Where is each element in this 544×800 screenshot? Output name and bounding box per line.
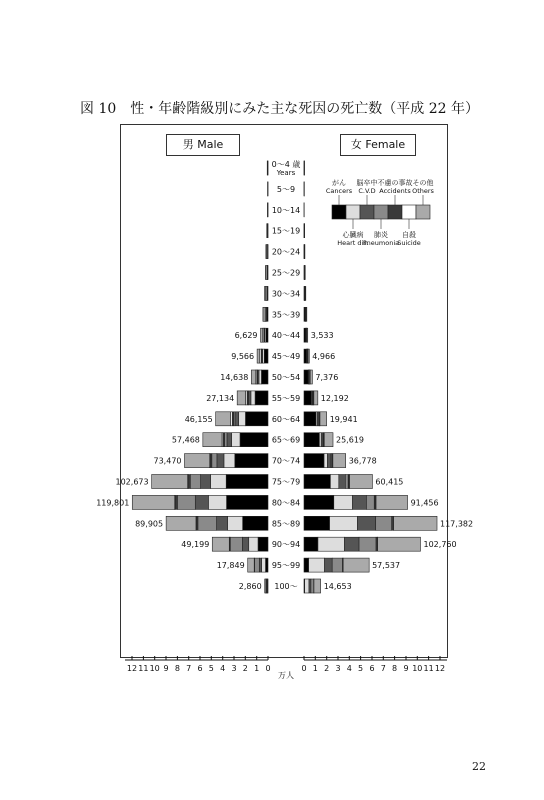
female-bar-cancers (304, 516, 330, 530)
female-bar-cvd (325, 558, 333, 572)
female-total-label: 3,533 (310, 331, 334, 341)
female-bar-cvd (344, 537, 359, 551)
male-bar-heart (208, 495, 226, 509)
female-total-label: 7,376 (315, 373, 339, 382)
female-x-tick-label: 10 (412, 664, 423, 673)
male-total-label: 2,860 (238, 582, 262, 591)
female-x-tick-label: 1 (312, 664, 318, 673)
age-group-label: 70～74 (271, 456, 301, 466)
age-group-label: 0～4 歳 (271, 160, 301, 169)
male-bar-heart (251, 391, 255, 405)
male-total-label: 46,155 (184, 414, 213, 424)
legend-label-jp-heart: 心臓病 (342, 231, 364, 239)
male-bar-cancers (255, 391, 268, 405)
male-bar-cvd (217, 454, 224, 468)
male-bar-others (261, 328, 263, 342)
female-bar-others (376, 495, 408, 509)
male-total-label: 119,801 (96, 498, 130, 508)
male-bar-cvd (242, 537, 248, 551)
female-bar-others (314, 579, 321, 593)
legend-label-en-pneumonia: Pneumonia (362, 239, 400, 247)
female-x-tick-label: 9 (403, 664, 409, 673)
female-bar-cancers (304, 391, 311, 405)
legend-label-jp-cancers: がん (332, 179, 346, 187)
male-bar-others (265, 579, 266, 593)
male-bar-others (265, 266, 266, 280)
male-bar-others (203, 433, 222, 447)
male-total-label: 9,566 (231, 352, 255, 362)
female-total-label: 60,415 (375, 477, 404, 487)
male-x-tick-label: 8 (174, 664, 180, 673)
male-bar-others (251, 370, 255, 384)
age-group-label: 10～14 (271, 205, 301, 215)
male-bar-heart (224, 454, 235, 468)
age-group-unit-label: Years (276, 169, 296, 177)
female-bar-cancers (304, 475, 330, 489)
male-x-tick-label: 10 (149, 664, 160, 673)
male-bar-others (132, 495, 174, 509)
age-group-label: 55～59 (271, 393, 301, 403)
legend-label-en-accidents: Accidents (379, 187, 411, 195)
chart-title: 図 10 性・年齢階級別にみた主な死因の死亡数（平成 22 年） (80, 101, 479, 117)
male-bar-heart (228, 516, 243, 530)
male-bar-cancers (243, 516, 268, 530)
male-total-label: 6,629 (234, 331, 258, 341)
female-x-tick-label: 4 (346, 664, 352, 673)
female-bar-others (320, 412, 327, 426)
legend-swatch-suicide (402, 205, 416, 219)
female-bar-pneumonia (359, 537, 376, 551)
page-number: 22 (472, 760, 486, 773)
female-x-tick-label: 0 (301, 664, 307, 673)
male-x-tick-label: 3 (231, 664, 237, 673)
female-bar-cancers (304, 349, 307, 363)
female-bar-others (394, 516, 437, 530)
female-bar-pneumonia (376, 516, 392, 530)
male-bar-others (237, 391, 245, 405)
legend-label-jp-others: その他 (412, 179, 434, 187)
female-total-label: 12,192 (320, 393, 349, 403)
male-total-label: 49,199 (181, 540, 210, 550)
female-bar-cancers (304, 495, 334, 509)
male-bar-cancers (258, 537, 268, 551)
male-bar-heart (211, 475, 227, 489)
female-total-label: 102,760 (423, 540, 457, 550)
male-bar-cancers (266, 328, 268, 342)
female-bar-others (308, 349, 309, 363)
female-bar-heart (318, 537, 344, 551)
age-group-label: 75～79 (271, 477, 301, 487)
legend-label-en-suicide: Suicide (397, 239, 421, 247)
female-total-label: 36,778 (348, 456, 377, 466)
female-x-tick-label: 12 (434, 664, 446, 673)
legend-label-jp-pneumonia: 肺炎 (374, 231, 388, 239)
female-total-label: 14,653 (323, 582, 352, 591)
legend-swatch-accidents (388, 205, 402, 219)
female-bar-pneumonia (345, 475, 348, 489)
legend-swatch-pneumonia (374, 205, 388, 219)
female-bar-others (343, 558, 369, 572)
female-bar-cvd (352, 495, 366, 509)
male-total-label: 14,638 (220, 373, 249, 382)
male-bar-others (152, 475, 188, 489)
male-bar-cancers (266, 558, 268, 572)
legend-label-jp-accidents: 不慮の事故 (377, 179, 413, 187)
legend-label-en-cvd: C.V.D (358, 187, 376, 195)
male-bar-others (216, 412, 231, 426)
male-bar-cvd (217, 516, 228, 530)
male-bar-pneumonia (198, 516, 217, 530)
male-bar-cancers (235, 454, 268, 468)
male-x-tick-label: 6 (197, 664, 203, 673)
male-bar-heart (249, 537, 258, 551)
male-bar-others (212, 537, 229, 551)
male-bar-cvd (249, 391, 251, 405)
age-group-label: 40～44 (271, 331, 301, 341)
female-total-label: 91,456 (410, 498, 439, 508)
legend-swatch-heart (346, 205, 360, 219)
female-bar-others (306, 307, 307, 321)
male-bar-cancers (261, 370, 268, 384)
female-bar-cvd (327, 454, 330, 468)
male-bar-heart (239, 412, 246, 426)
female-bar-others (324, 433, 333, 447)
male-bar-others (264, 286, 265, 300)
age-group-label: 95～99 (271, 561, 301, 571)
female-bar-others (333, 454, 346, 468)
legend-label-en-heart: Heart dis. (337, 239, 369, 247)
female-x-tick-label: 7 (380, 664, 386, 673)
age-group-label: 5～9 (276, 184, 296, 194)
female-label: 女 Female (340, 134, 416, 156)
male-bar-cancers (227, 495, 268, 509)
male-bar-cvd (235, 412, 239, 426)
legend-swatch-cvd (360, 205, 374, 219)
male-bar-heart (262, 558, 266, 572)
male-bar-cancers (240, 433, 268, 447)
male-x-tick-label: 2 (242, 664, 248, 673)
female-bar-heart (330, 475, 338, 489)
legend-swatch-cancers (332, 205, 346, 219)
male-x-tick-label: 7 (186, 664, 192, 673)
male-bar-cvd (195, 495, 208, 509)
legend-label-en-cancers: Cancers (325, 187, 353, 195)
female-x-tick-label: 3 (335, 664, 341, 673)
male-x-tick-label: 4 (220, 664, 226, 673)
male-bar-others (185, 454, 210, 468)
female-bar-pneumonia (311, 579, 314, 593)
female-bar-others (307, 328, 308, 342)
female-bar-cancers (304, 454, 324, 468)
female-total-label: 117,382 (440, 519, 474, 529)
female-x-tick-label: 5 (358, 664, 364, 673)
male-label: 男 Male (166, 134, 240, 156)
male-bar-cancers (245, 412, 268, 426)
x-axis-unit-label: 万人 (278, 671, 294, 680)
female-total-label: 19,941 (329, 414, 358, 424)
female-bar-cvd (357, 516, 375, 530)
male-bar-pneumonia (177, 495, 195, 509)
male-total-label: 57,468 (171, 435, 200, 445)
age-group-label: 60～64 (271, 414, 301, 424)
male-total-label: 89,905 (135, 519, 164, 529)
age-group-label: 65～69 (271, 435, 301, 445)
male-x-tick-label: 11 (138, 664, 149, 673)
legend-label-jp-suicide: 自殺 (402, 231, 416, 239)
male-bar-cvd (259, 558, 261, 572)
male-bar-others (166, 516, 196, 530)
female-x-tick-label: 2 (324, 664, 330, 673)
male-total-label: 27,134 (206, 393, 235, 403)
female-bar-cancers (304, 433, 319, 447)
male-x-tick-label: 1 (254, 664, 260, 673)
female-bar-others (350, 475, 373, 489)
male-bar-heart (232, 433, 240, 447)
age-group-label: 50～54 (271, 373, 301, 382)
female-total-label: 25,619 (336, 435, 364, 445)
male-bar-pneumonia (230, 537, 242, 551)
age-group-label: 15～19 (271, 226, 301, 236)
female-bar-heart (330, 516, 358, 530)
female-bar-pneumonia (366, 495, 374, 509)
male-bar-pneumonia (212, 454, 217, 468)
female-x-tick-label: 8 (392, 664, 398, 673)
female-bar-heart (334, 495, 353, 509)
female-bar-heart (305, 579, 309, 593)
age-group-label: 80～84 (271, 498, 301, 508)
age-group-label: 90～94 (271, 540, 301, 550)
female-bar-cvd (339, 475, 346, 489)
age-group-label: 100～ (274, 582, 298, 591)
male-total-label: 102,673 (115, 477, 149, 487)
male-bar-others (248, 558, 254, 572)
female-bar-heart (324, 454, 327, 468)
legend-label-en-others: Others (412, 187, 434, 195)
age-group-label: 35～39 (271, 310, 301, 320)
age-group-label: 20～24 (271, 247, 301, 257)
female-bar-cancers (304, 370, 308, 384)
male-bar-others (257, 349, 260, 363)
male-bar-heart (259, 370, 261, 384)
female-bar-pneumonia (332, 558, 342, 572)
female-bar-others (314, 391, 318, 405)
female-bar-cancers (304, 558, 309, 572)
legend-label-jp-cvd: 脳卒中 (356, 179, 378, 187)
male-bar-accidents (175, 495, 177, 509)
male-bar-others (266, 245, 267, 259)
male-bar-cvd (227, 433, 232, 447)
male-bar-pneumonia (224, 433, 226, 447)
female-bar-others (378, 537, 421, 551)
male-bar-pneumonia (190, 475, 200, 489)
female-bar-others (310, 370, 312, 384)
male-x-tick-label: 12 (126, 664, 138, 673)
female-x-tick-label: 6 (369, 664, 375, 673)
female-bar-cancers (304, 412, 316, 426)
legend-swatch-others (416, 205, 430, 219)
male-bar-cvd (201, 475, 211, 489)
male-x-tick-label: 5 (208, 664, 214, 673)
male-bar-pneumonia (255, 558, 260, 572)
female-bar-cancers (304, 537, 318, 551)
male-bar-cancers (226, 475, 268, 489)
male-total-label: 17,849 (216, 561, 245, 571)
male-bar-cancers (264, 349, 268, 363)
age-group-label: 45～49 (271, 352, 301, 362)
age-group-label: 25～29 (271, 268, 301, 278)
female-total-label: 4,966 (312, 352, 336, 362)
female-bar-heart (309, 558, 325, 572)
male-total-label: 73,470 (153, 456, 182, 466)
male-x-tick-label: 0 (265, 664, 271, 673)
male-x-tick-label: 9 (163, 664, 169, 673)
female-x-tick-label: 11 (423, 664, 434, 673)
male-bar-others (263, 307, 264, 321)
age-group-label: 85～89 (271, 519, 301, 529)
female-total-label: 57,537 (372, 561, 401, 571)
age-group-label: 30～34 (271, 289, 301, 299)
